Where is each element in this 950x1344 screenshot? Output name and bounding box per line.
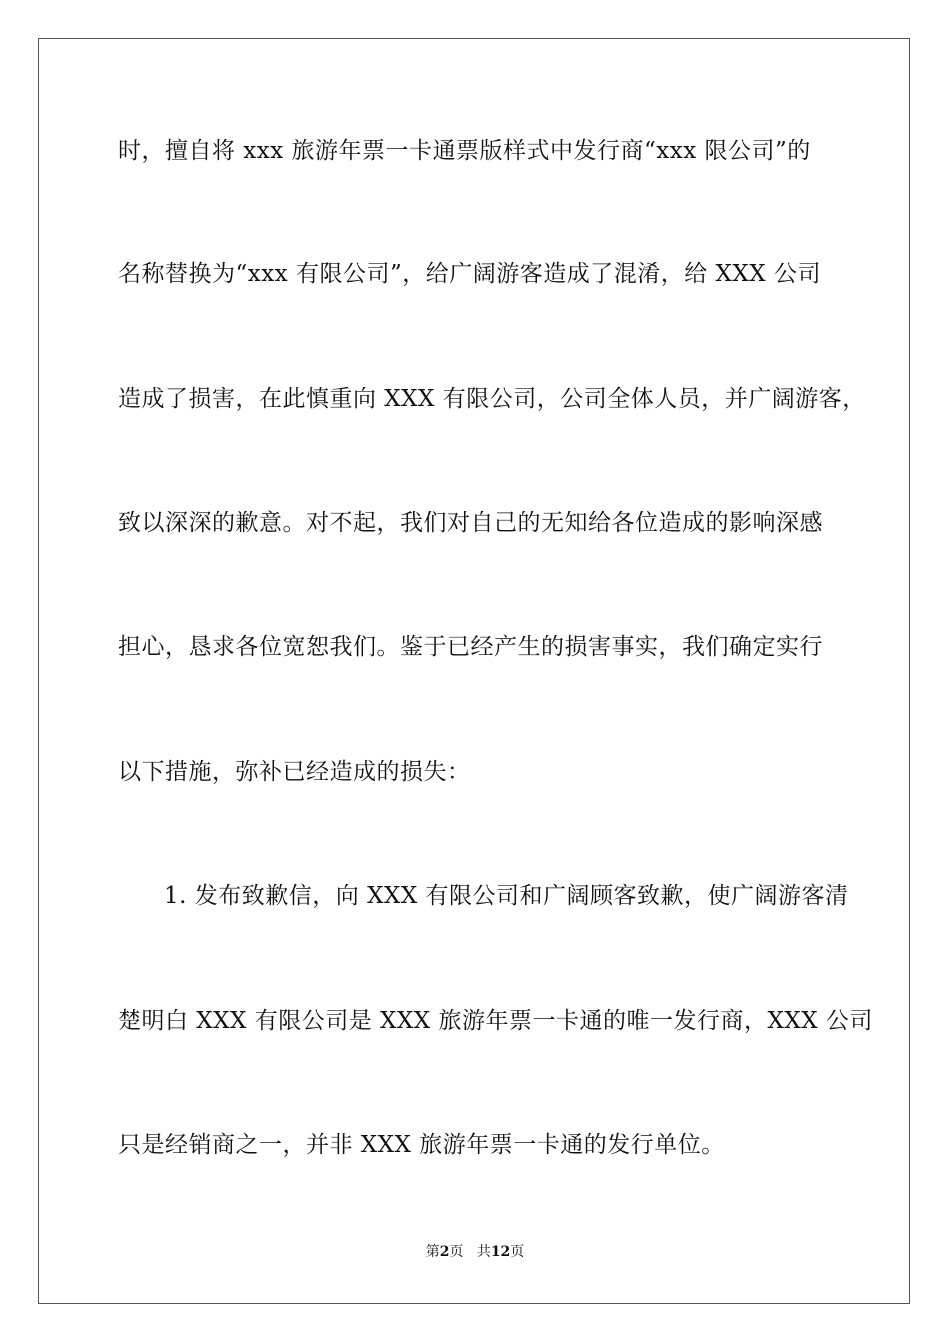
total-prefix: 共 bbox=[476, 1244, 491, 1260]
body-line-3: 造成了损害，在此慎重向 XXX 有限公司，公司全体人员，并广阔游客， bbox=[118, 386, 866, 412]
total-unit: 页 bbox=[510, 1244, 525, 1260]
body-line-9: 只是经销商之一，并非 XXX 旅游年票一卡通的发行单位。 bbox=[118, 1132, 725, 1158]
page-prefix: 第 bbox=[425, 1244, 440, 1260]
body-line-8: 楚明白 XXX 有限公司是 XXX 旅游年票一卡通的唯一发行商，XXX 公司 bbox=[118, 1008, 873, 1034]
body-line-6: 以下措施，弥补已经造成的损失： bbox=[118, 759, 471, 785]
body-line-7-list-item: 1. 发布致歉信，向 XXX 有限公司和广阔顾客致歉，使广阔游客清 bbox=[164, 883, 849, 909]
body-line-4: 致以深深的歉意。对不起，我们对自己的无知给各位造成的影响深感 bbox=[118, 510, 823, 536]
body-line-1: 时，擅自将 xxx 旅游年票一卡通票版样式中发行商“xxx 限公司”的 bbox=[118, 138, 811, 164]
page-unit: 页 bbox=[449, 1244, 464, 1260]
page-number: 2 bbox=[439, 1244, 450, 1260]
page-border bbox=[38, 38, 910, 1304]
page-footer bbox=[0, 1243, 950, 1261]
body-line-5: 担心，恳求各位宽恕我们。鉴于已经产生的损害事实，我们确定实行 bbox=[118, 634, 823, 660]
body-line-2: 名称替换为“xxx 有限公司”，给广阔游客造成了混淆，给 XXX 公司 bbox=[118, 261, 821, 287]
total-pages: 12 bbox=[490, 1244, 511, 1260]
